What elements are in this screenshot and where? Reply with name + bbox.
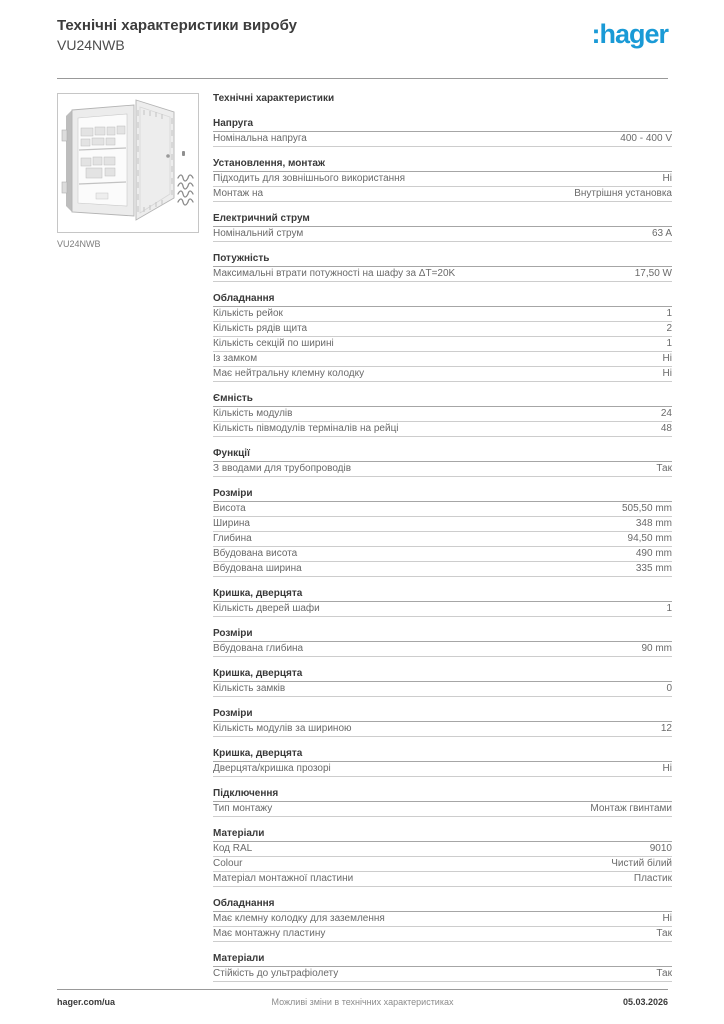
spec-section	[213, 668, 672, 697]
spec-row	[213, 172, 672, 187]
spec-label: З вводами для трубопроводів	[213, 463, 352, 474]
header-titles	[57, 17, 297, 54]
spec-section	[213, 828, 672, 887]
spec-value: 24	[660, 408, 672, 419]
spec-value: 505,50 mm	[621, 503, 672, 514]
spec-value: 0	[666, 683, 672, 694]
spec-section	[213, 953, 672, 982]
spec-label: Максимальні втрати потужності на шафу за ΔT=20K	[213, 268, 456, 279]
spec-value: 2	[666, 323, 672, 334]
spec-row	[213, 967, 672, 982]
spec-label: Кількість модулів за шириною	[213, 723, 352, 734]
spec-label: Тип монтажу	[213, 803, 273, 814]
spec-row	[213, 532, 672, 547]
spec-row	[213, 927, 672, 942]
spec-section	[213, 118, 672, 147]
spec-section-header: Розміри	[213, 708, 672, 722]
spec-row	[213, 367, 672, 382]
footer-disclaimer: Можливі зміни в технічних характеристиках	[271, 997, 454, 1007]
spec-label: Кількість рейок	[213, 308, 283, 319]
spec-label: Вбудована висота	[213, 548, 298, 559]
spec-label: Стійкість до ультрафіолету	[213, 968, 339, 979]
product-image-column	[57, 93, 199, 249]
spec-value: 335 mm	[635, 563, 672, 574]
spec-sections	[213, 118, 672, 982]
spec-label: Підходить для зовнішнього використання	[213, 173, 406, 184]
spec-label: Номінальний струм	[213, 228, 304, 239]
spec-section-header: Обладнання	[213, 293, 672, 307]
spec-label: Вбудована ширина	[213, 563, 302, 574]
spec-label: Із замком	[213, 353, 258, 364]
spec-value: Так	[656, 968, 672, 979]
spec-section	[213, 628, 672, 657]
spec-table	[213, 93, 672, 993]
page-footer	[57, 997, 668, 1007]
footer-date: 05.03.2026	[622, 997, 668, 1007]
spec-section-header: Кришка, дверцята	[213, 588, 672, 602]
hager-logo: :hager	[591, 19, 668, 49]
spec-row	[213, 322, 672, 337]
spec-value: 63 A	[651, 228, 672, 239]
spec-value: 17,50 W	[634, 268, 672, 279]
springs-icon	[178, 175, 193, 205]
product-image-caption: VU24NWB	[57, 239, 101, 249]
spec-section	[213, 488, 672, 577]
spec-value: 348 mm	[635, 518, 672, 529]
spec-row	[213, 422, 672, 437]
spec-value: 400 - 400 V	[620, 133, 672, 144]
spec-row	[213, 872, 672, 887]
product-image-box	[57, 93, 199, 233]
spec-section-header: Матеріали	[213, 828, 672, 842]
footer-website: hager.com/ua	[57, 997, 116, 1007]
cabinet-door	[136, 100, 174, 220]
spec-row	[213, 562, 672, 577]
spec-value: Так	[656, 928, 672, 939]
spec-section	[213, 213, 672, 242]
spec-section-header: Електричний струм	[213, 213, 672, 227]
spec-label: Код RAL	[213, 843, 253, 854]
spec-section	[213, 748, 672, 777]
spec-row	[213, 267, 672, 282]
spec-section	[213, 708, 672, 737]
spec-row	[213, 547, 672, 562]
spec-section-header: Кришка, дверцята	[213, 748, 672, 762]
spec-row	[213, 462, 672, 477]
spec-row	[213, 337, 672, 352]
spec-row	[213, 722, 672, 737]
spec-section	[213, 898, 672, 942]
screw-icon	[182, 151, 185, 156]
spec-value: Ні	[662, 368, 672, 379]
spec-value: 90 mm	[641, 643, 672, 654]
spec-section	[213, 293, 672, 382]
spec-row	[213, 682, 672, 697]
spec-section-header: Ємність	[213, 393, 672, 407]
spec-label: Глибина	[213, 533, 252, 544]
spec-row	[213, 407, 672, 422]
spec-row	[213, 187, 672, 202]
spec-label: Кількість замків	[213, 683, 286, 694]
spec-section-header: Розміри	[213, 488, 672, 502]
spec-value: Монтаж гвинтами	[590, 803, 672, 814]
spec-row	[213, 227, 672, 242]
spec-row	[213, 912, 672, 927]
spec-label: Вбудована глибина	[213, 643, 304, 654]
content-area	[57, 93, 672, 993]
bottom-plate	[96, 193, 108, 199]
spec-row	[213, 132, 672, 147]
spec-value: Чистий білий	[611, 858, 672, 869]
spec-section-header: Обладнання	[213, 898, 672, 912]
spec-label: Ширина	[213, 518, 250, 529]
spec-label: Кількість дверей шафи	[213, 603, 320, 614]
spec-value: 12	[660, 723, 672, 734]
spec-label: Кількість півмодулів терміналів на рейці	[213, 423, 399, 434]
spec-row	[213, 842, 672, 857]
spec-section	[213, 253, 672, 282]
spec-section	[213, 393, 672, 437]
spec-label: Матеріал монтажної пластини	[213, 873, 354, 884]
spec-row	[213, 517, 672, 532]
spec-value: 94,50 mm	[627, 533, 672, 544]
spec-value: Ні	[662, 913, 672, 924]
spec-value: 48	[660, 423, 672, 434]
spec-value: Ні	[662, 173, 672, 184]
spec-value: 490 mm	[635, 548, 672, 559]
spec-label: Має нейтральну клемну колодку	[213, 368, 365, 379]
header-divider	[57, 78, 668, 79]
mounting-tab-top	[62, 130, 67, 141]
spec-row	[213, 602, 672, 617]
spec-section-header: Напруга	[213, 118, 672, 132]
cabinet-side-shadow	[66, 110, 72, 212]
spec-section-header: Потужність	[213, 253, 672, 267]
spec-section	[213, 448, 672, 477]
spec-value: Пластик	[633, 873, 672, 884]
spec-label: Кількість рядів щита	[213, 323, 308, 334]
spec-section	[213, 158, 672, 202]
page-title: Технічні характеристики виробу	[57, 17, 297, 34]
spec-section-header: Установлення, монтаж	[213, 158, 672, 172]
spec-value: 1	[666, 308, 672, 319]
spec-value: 1	[666, 603, 672, 614]
spec-label: Кількість секцій по ширині	[213, 338, 334, 349]
spec-value: 9010	[649, 843, 672, 854]
spec-label: Висота	[213, 503, 246, 514]
spec-label: Має монтажну пластину	[213, 928, 326, 939]
spec-section	[213, 788, 672, 817]
spec-value: Внутрішня установка	[574, 188, 672, 199]
spec-value: 1	[666, 338, 672, 349]
distribution-board-illustration-icon	[58, 94, 198, 232]
mounting-tab-bottom	[62, 182, 67, 193]
spec-section-header: Розміри	[213, 628, 672, 642]
spec-value: Ні	[662, 763, 672, 774]
spec-section	[213, 588, 672, 617]
spec-label: Монтаж на	[213, 188, 264, 199]
spec-label: Має клемну колодку для заземлення	[213, 913, 385, 924]
footer-divider	[57, 989, 668, 990]
spec-row	[213, 802, 672, 817]
spec-row	[213, 642, 672, 657]
spec-row	[213, 762, 672, 777]
spec-row	[213, 502, 672, 517]
door-handle	[166, 154, 170, 158]
spec-row	[213, 857, 672, 872]
spec-label: Дверцята/кришка прозорі	[213, 763, 331, 774]
product-code: VU24NWB	[57, 37, 125, 53]
spec-label: Кількість модулів	[213, 408, 293, 419]
spec-value: Так	[656, 463, 672, 474]
spec-section-header: Кришка, дверцята	[213, 668, 672, 682]
spec-section-header: Підключення	[213, 788, 672, 802]
spec-section-header: Матеріали	[213, 953, 672, 967]
page-header	[57, 17, 668, 54]
spec-table-title: Технічні характеристики	[213, 93, 335, 104]
spec-row	[213, 307, 672, 322]
spec-value: Ні	[662, 353, 672, 364]
spec-row	[213, 352, 672, 367]
spec-label: Номінальна напруга	[213, 133, 307, 144]
spec-section-header: Функції	[213, 448, 672, 462]
spec-label: Colour	[213, 858, 243, 869]
